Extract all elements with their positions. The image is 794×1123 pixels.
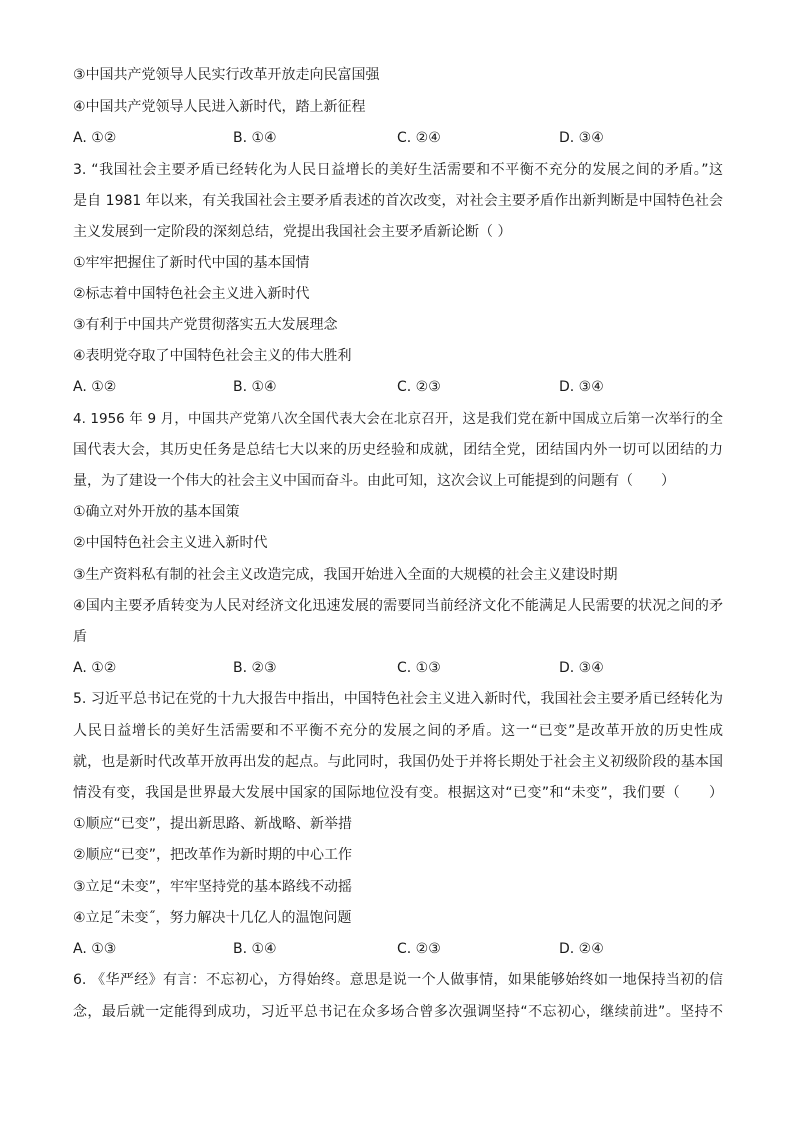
q4-statement-4: ④国内主要矛盾转变为人民对经济文化迅速发展的需要同当前经济文化不能满足人民需要的状况之间的矛	[73, 598, 723, 614]
q2-options	[73, 128, 723, 148]
q4-option-b: B. ②③	[233, 660, 277, 676]
q5-stem-line-4: 情没有变，我国是世界最大发展中国家的国际地位没有变。根据这对“已变”和“未变”，我们要（ ）	[73, 785, 723, 801]
q5-statement-3: ③立足“未变”，牢牢坚持党的基本路线不动摇	[73, 879, 353, 895]
q5-option-b: B. ①④	[233, 941, 277, 957]
q3-statement-1: ①牢牢把握住了新时代中国的基本国情	[73, 255, 310, 271]
q3-statement-3: ③有利于中国共产党贯彻落实五大发展理念	[73, 317, 338, 333]
q3-options	[73, 377, 723, 397]
q2-option-d: D. ③④	[559, 130, 604, 146]
q3-statement-2: ②标志着中国特色社会主义进入新时代	[73, 286, 310, 302]
q5-option-d: D. ②④	[559, 941, 604, 957]
q2-option-a: A. ①②	[73, 130, 117, 146]
q4-statement-3: ③生产资料私有制的社会主义改造完成，我国开始进入全面的大规模的社会主义建设时期	[73, 567, 618, 583]
q4-option-d: D. ③④	[559, 660, 604, 676]
q5-option-a: A. ①③	[73, 941, 117, 957]
q4-statement-1: ①确立对外开放的基本国策	[73, 504, 240, 520]
q5-stem-line-1: 5. 习近平总书记在党的十九大报告中指出，中国特色社会主义进入新时代，我国社会主要矛盾已经转化为	[73, 691, 723, 707]
q4-statement-4-cont: 盾	[73, 629, 87, 645]
q2-statement-4: ④中国共产党领导人民进入新时代，踏上新征程	[73, 99, 366, 115]
q3-option-b: B. ①④	[233, 379, 277, 395]
q3-option-d: D. ③④	[559, 379, 604, 395]
q3-option-a: A. ①②	[73, 379, 117, 395]
q2-option-b: B. ①④	[233, 130, 277, 146]
q4-option-c: C. ①③	[397, 660, 441, 676]
q3-stem-line-2: 是自 1981 年以来，有关我国社会主要矛盾表述的首次改变，对社会主要矛盾作出新判断是中国特色社会	[73, 193, 723, 209]
q4-stem-line-1: 4. 1956 年 9 月，中国共产党第八次全国代表大会在北京召开，这是我们党在新中国成立后第一次举行的全	[73, 411, 723, 427]
q5-stem-line-2: 人民日益增长的美好生活需要和不平衡不充分的发展之间的矛盾。这一“已变”是改革开放的历史性成	[73, 723, 723, 739]
q5-statement-1: ①顺应“已变”，提出新思路、新战略、新举措	[73, 816, 353, 832]
q2-statement-3: ③中国共产党领导人民实行改革开放走向民富国强	[73, 67, 380, 83]
q6-stem-line-2: 念，最后就一定能得到成功，习近平总书记在众多场合曾多次强调坚持“不忘初心，继续前进”。坚持不	[73, 1004, 723, 1020]
q3-stem-line-3: 主义发展到一定阶段的深刻总结，党提出我国社会主要矛盾新论断（ ）	[73, 224, 512, 240]
q2-option-c: C. ②④	[397, 130, 441, 146]
q3-stem-line-1: 3. “我国社会主要矛盾已经转化为人民日益增长的美好生活需要和不平衡不充分的发展之间的矛盾。”这	[73, 162, 723, 178]
q3-statement-4: ④表明党夺取了中国特色社会主义的伟大胜利	[73, 348, 352, 364]
q5-options	[73, 939, 723, 959]
q4-option-a: A. ①②	[73, 660, 117, 676]
q4-statement-2: ②中国特色社会主义进入新时代	[73, 535, 268, 551]
q6-stem-line-1: 6. 《华严经》有言：不忘初心，方得始终。意思是说一个人做事情，如果能够始终如一地保持当初的信	[73, 972, 723, 988]
q4-options	[73, 658, 723, 678]
q5-stem-line-3: 就，也是新时代改革开放再出发的起点。与此同时，我国仍处于并将长期处于社会主义初级阶段的基本国	[73, 754, 723, 770]
q3-option-c: C. ②③	[397, 379, 441, 395]
q5-statement-4: ④立足˝未变˝，努力解决十几亿人的温饱问题	[73, 910, 352, 926]
q4-stem-line-2: 国代表大会，其历史任务是总结七大以来的历史经验和成就，团结全党，团结国内外一切可以团结的力	[73, 442, 723, 458]
q4-stem-line-3: 量，为了建设一个伟大的社会主义中国而奋斗。由此可知，这次会议上可能提到的问题有（ ）	[73, 473, 675, 489]
q5-statement-2: ②顺应“已变”，把改革作为新时期的中心工作	[73, 847, 353, 863]
q5-option-c: C. ②③	[397, 941, 441, 957]
